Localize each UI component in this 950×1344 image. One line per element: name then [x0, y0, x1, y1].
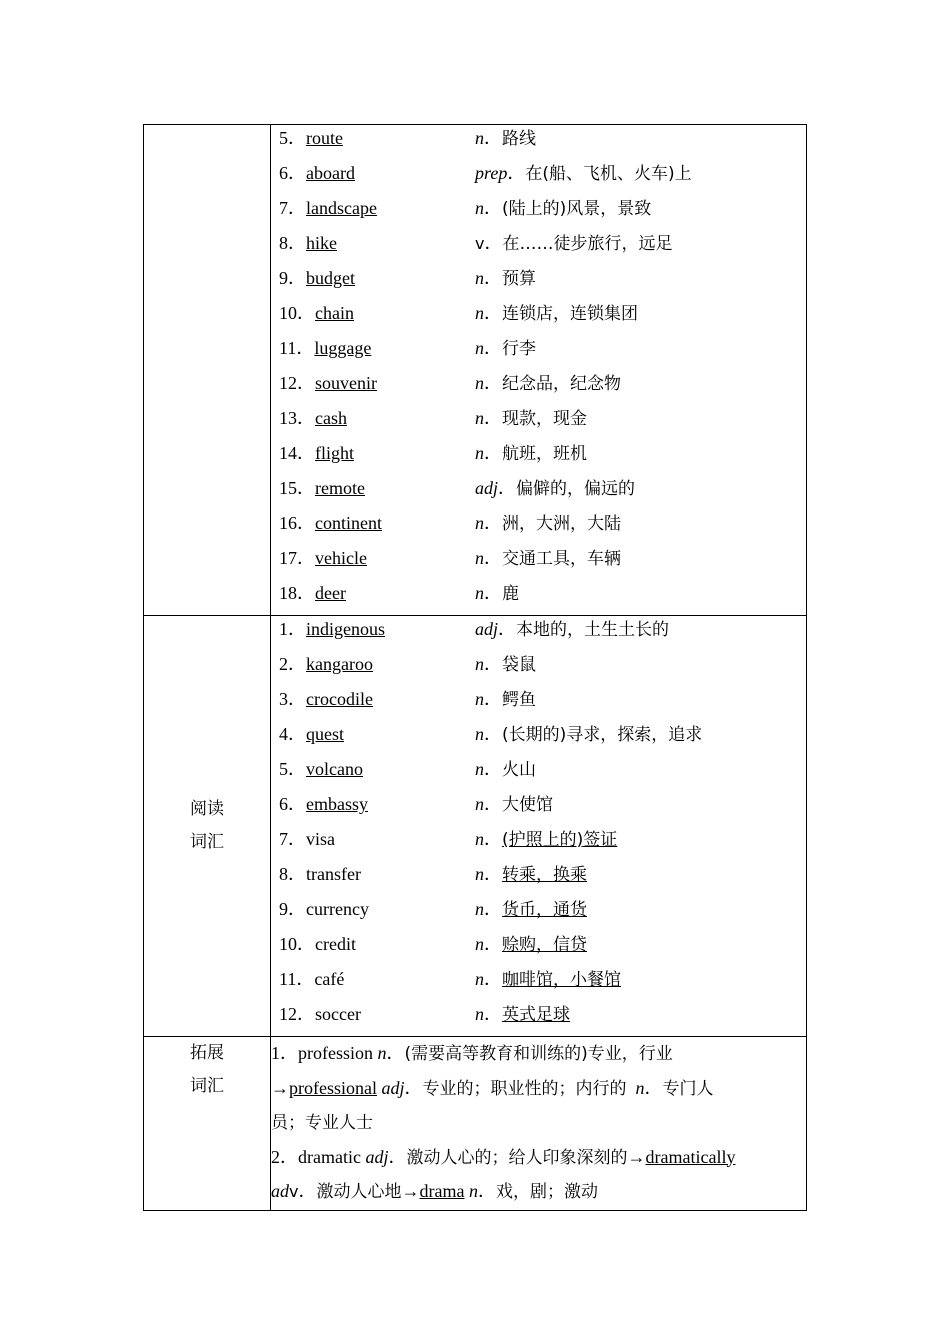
section-extended-vocab: [144, 1037, 807, 1211]
vocab-row: [271, 931, 806, 966]
dot: ．: [484, 268, 502, 288]
entry-word: dramatic: [298, 1146, 361, 1167]
vocab-entry: [279, 335, 371, 362]
entry-definition: [475, 125, 536, 153]
entry-word: quest: [306, 724, 344, 744]
entry-word: route: [306, 128, 343, 148]
dot: ．: [484, 128, 502, 148]
definition: 咖啡馆，小餐馆: [502, 970, 621, 990]
dot: ．: [507, 163, 526, 183]
category-label: 词汇: [190, 1076, 224, 1096]
entry-number: 9．: [279, 899, 306, 919]
dot: ．: [404, 1077, 423, 1098]
part-of-speech: n: [475, 338, 484, 358]
part-of-speech: adj: [365, 1146, 389, 1167]
entry-number: 15．: [279, 478, 315, 498]
vocab-row: [271, 1001, 806, 1036]
definition: (需要高等教育和训练的)专业，行业: [404, 1044, 673, 1064]
vocab-row: [271, 440, 806, 475]
definition: 火山: [502, 760, 536, 780]
part-of-speech: n: [475, 373, 484, 393]
definition: 大使馆: [502, 795, 553, 815]
entry-word: embassy: [306, 794, 368, 814]
part-of-speech: n: [475, 899, 484, 919]
entry-number: 10．: [279, 303, 315, 323]
vocab-row: [271, 335, 806, 370]
part-of-speech: n: [475, 198, 484, 218]
reading-word-list: [271, 616, 807, 1037]
vocab-row: [271, 686, 806, 721]
entry-number: 11．: [279, 969, 315, 989]
part-of-speech: n: [475, 689, 484, 709]
vocab-row: [271, 756, 806, 791]
extended-word-entries: [271, 1037, 807, 1211]
vocab-entry: [279, 861, 361, 888]
entry-number: 7．: [279, 198, 306, 218]
entry-word: souvenir: [315, 373, 377, 393]
dot: ．: [388, 1146, 407, 1167]
vocab-entry: [279, 405, 347, 432]
part-of-speech: n: [475, 583, 484, 603]
part-of-speech: n: [635, 1077, 645, 1098]
part-of-speech: adj: [475, 619, 499, 639]
entry-definition: [475, 686, 536, 714]
definition: 预算: [502, 269, 536, 289]
entry-number: 12．: [279, 373, 315, 393]
entry-number: 11．: [279, 338, 315, 358]
entry-number: 1．: [271, 1043, 298, 1063]
entry-word: aboard: [306, 163, 355, 183]
entry-word: kangaroo: [306, 654, 373, 674]
arrow-icon: →: [627, 1146, 646, 1167]
dot: ．: [484, 864, 502, 884]
vocab-row: [271, 405, 806, 440]
part-of-speech: n: [377, 1043, 387, 1063]
dot: ．: [484, 548, 502, 568]
entry-word: chain: [315, 303, 354, 323]
vocab-entry: [279, 651, 373, 678]
definition: 员；专业人士: [271, 1113, 373, 1133]
entry-word: crocodile: [306, 689, 373, 709]
dot: ．: [484, 303, 502, 323]
part-of-speech: n: [475, 934, 484, 954]
entry-definition: [475, 580, 519, 608]
category-cell-extended: [144, 1037, 271, 1211]
vocab-row: [271, 230, 806, 265]
entry-definition: [475, 756, 536, 784]
entry-number: 8．: [279, 233, 306, 253]
entry-word: cash: [315, 408, 347, 428]
category-label: 词汇: [190, 832, 224, 852]
dot: ．: [484, 689, 502, 709]
part-of-speech: n: [475, 829, 484, 849]
entry-definition: [475, 861, 587, 889]
vocab-entry: [279, 230, 337, 257]
dot: ．: [484, 408, 502, 428]
entry-definition: [475, 510, 621, 538]
entry-number: 6．: [279, 163, 306, 183]
vocab-entry: [279, 686, 373, 713]
entry-number: 8．: [279, 864, 306, 884]
entry-number: 1．: [279, 619, 306, 639]
definition: 激动人心地: [316, 1182, 402, 1202]
vocab-entry: [279, 1001, 361, 1028]
definition: 现款，现金: [502, 409, 587, 429]
vocab-entry: [279, 580, 346, 607]
entry-number: 3．: [279, 689, 306, 709]
dot: ．: [386, 1043, 405, 1063]
entry-definition: [475, 230, 672, 258]
part-of-speech: n: [475, 128, 484, 148]
part-of-speech: n: [475, 548, 484, 568]
dot: ．: [484, 969, 502, 989]
definition: (长期的)寻求，探索，追求: [502, 725, 703, 745]
entry-word: café: [314, 969, 345, 989]
entry-number: 5．: [279, 128, 306, 148]
vocab-row: [271, 721, 806, 756]
entry-word: currency: [306, 899, 369, 919]
part-of-speech: n: [468, 1181, 478, 1201]
part-of-speech: v: [289, 1182, 299, 1201]
entry-definition: [475, 896, 587, 924]
core-word-list: [271, 125, 807, 616]
dot: ．: [484, 899, 502, 919]
arrow-icon: →: [271, 1077, 289, 1098]
dot: ．: [484, 934, 502, 954]
part-of-speech: v: [475, 234, 485, 253]
definition: 专门人: [662, 1078, 714, 1099]
vocab-row: [271, 475, 806, 510]
part-of-speech: n: [475, 303, 484, 323]
part-of-speech: adj: [475, 478, 499, 498]
dot: ．: [484, 513, 502, 533]
entry-definition: [475, 966, 621, 994]
part-of-speech: n: [475, 969, 484, 989]
entry-word: luggage: [314, 338, 372, 358]
vocab-entry: [279, 300, 354, 327]
dot: ．: [484, 583, 502, 603]
entry-word: transfer: [306, 864, 361, 884]
dot: ．: [498, 478, 517, 498]
dot: ．: [484, 794, 502, 814]
section-reading-vocab: [144, 616, 807, 1037]
entry-word: deer: [315, 583, 346, 603]
definition: 行李: [502, 339, 536, 359]
definition: 航班，班机: [502, 444, 587, 464]
entry-definition: [475, 405, 587, 433]
entry-definition: [475, 721, 702, 749]
part-of-speech: n: [475, 794, 484, 814]
vocab-row: [271, 510, 806, 545]
part-of-speech: n: [475, 654, 484, 674]
entry-number: 12．: [279, 1004, 315, 1024]
entry-definition: [475, 160, 692, 188]
entry-profession: [271, 1037, 806, 1141]
dot: ．: [484, 443, 502, 463]
entry-definition: [475, 545, 621, 573]
vocab-row: [271, 791, 806, 826]
dot: ．: [484, 373, 502, 393]
entry-number: 13．: [279, 408, 315, 428]
entry-number: 17．: [279, 548, 315, 568]
derived-word-blank: dramatically: [645, 1146, 736, 1167]
definition: 赊购，信贷: [502, 935, 587, 955]
definition: 本地的，土生土长的: [516, 620, 670, 640]
entry-word: flight: [315, 443, 354, 463]
vocab-entry: [279, 756, 363, 783]
entry-definition: [475, 475, 635, 503]
dot: ．: [644, 1077, 663, 1098]
entry-number: 10．: [279, 934, 315, 954]
dot: ．: [484, 233, 503, 253]
vocab-row: [271, 651, 806, 686]
dot: ．: [484, 1004, 502, 1024]
part-of-speech: adj: [381, 1077, 405, 1098]
vocab-row: [271, 300, 806, 335]
definition: 偏僻的，偏远的: [516, 479, 636, 499]
definition: 英式足球: [502, 1005, 570, 1025]
vocab-entry: [279, 826, 335, 853]
entry-number: 16．: [279, 513, 315, 533]
vocab-row: [271, 195, 806, 230]
part-of-speech: n: [475, 864, 484, 884]
section-core-vocab: [144, 125, 807, 616]
entry-definition: [475, 791, 553, 819]
dot: ．: [484, 829, 502, 849]
entry-number: 7．: [279, 829, 306, 849]
vocab-entry: [279, 160, 355, 187]
dot: ．: [298, 1181, 317, 1201]
vocab-entry: [279, 195, 377, 222]
part-of-speech: prep: [475, 163, 508, 183]
vocab-row: [271, 580, 806, 615]
vocab-entry: [279, 791, 368, 818]
definition: 激动人心的；给人印象深刻的: [406, 1147, 628, 1168]
vocab-entry: [279, 475, 365, 502]
vocab-row: [271, 545, 806, 580]
entry-definition: [475, 335, 536, 363]
definition: 在……徒步旅行，远足: [502, 234, 673, 254]
definition: (护照上的)签证: [502, 830, 618, 850]
vocab-entry: [279, 721, 344, 748]
derived-word-blank: professional: [289, 1077, 377, 1098]
dot: ．: [484, 724, 502, 744]
definition: 专业的；职业性的；内行的: [422, 1078, 627, 1099]
vocab-entry: [279, 510, 382, 537]
dot: ．: [484, 654, 502, 674]
entry-number: 6．: [279, 794, 306, 814]
entry-definition: [475, 651, 536, 679]
entry-word: profession: [298, 1043, 373, 1063]
entry-word: landscape: [306, 198, 377, 218]
entry-word: hike: [306, 233, 337, 253]
vocab-entry: [279, 616, 385, 643]
entry-word: vehicle: [315, 548, 367, 568]
vocab-row: [271, 616, 806, 651]
vocab-entry: [279, 545, 367, 572]
vocab-row: [271, 370, 806, 405]
entry-word: soccer: [315, 1004, 361, 1024]
definition: 戏，剧；激动: [495, 1182, 598, 1202]
category-cell-reading: [144, 616, 271, 1037]
definition: 交通工具，车辆: [502, 549, 621, 569]
vocab-entry: [279, 440, 354, 467]
entry-definition: [475, 265, 536, 293]
dot: ．: [484, 198, 502, 218]
entry-word: indigenous: [306, 619, 385, 639]
part-of-speech: n: [475, 759, 484, 779]
arrow-icon: →: [401, 1181, 420, 1201]
entry-definition: [475, 931, 587, 959]
entry-definition: [475, 370, 621, 398]
entry-word: visa: [306, 829, 335, 849]
part-of-speech: n: [475, 268, 484, 288]
category-label: 拓展: [190, 1043, 224, 1063]
entry-word: continent: [315, 513, 382, 533]
part-of-speech: ad: [271, 1181, 289, 1201]
entry-number: 5．: [279, 759, 306, 779]
definition: 袋鼠: [502, 655, 536, 675]
definition: 纪念品，纪念物: [502, 374, 621, 394]
dot: ．: [484, 759, 502, 779]
derived-word-blank: drama: [419, 1181, 465, 1201]
vocab-entry: [279, 370, 377, 397]
definition: 鳄鱼: [502, 690, 536, 710]
entry-definition: [475, 195, 651, 223]
entry-word: credit: [315, 934, 356, 954]
category-label: 阅读: [190, 799, 224, 819]
vocab-entry: [279, 966, 344, 993]
definition: (陆上的)风景，景致: [502, 199, 652, 219]
vocab-entry: [279, 896, 369, 923]
definition: 货币，通货: [502, 900, 587, 920]
vocab-entry: [279, 265, 355, 292]
definition: 鹿: [502, 584, 519, 604]
vocab-row: [271, 966, 806, 1001]
definition: 洲，大洲，大陆: [502, 514, 621, 534]
dot: ．: [484, 338, 502, 358]
entry-word: remote: [315, 478, 365, 498]
vocab-row: [271, 896, 806, 931]
entry-word: volcano: [306, 759, 363, 779]
vocab-entry: [279, 125, 343, 152]
entry-number: 2．: [279, 654, 306, 674]
part-of-speech: n: [475, 408, 484, 428]
definition: 路线: [502, 129, 536, 149]
vocab-row: [271, 160, 806, 195]
entry-number: 9．: [279, 268, 306, 288]
part-of-speech: n: [475, 513, 484, 533]
vocab-row: [271, 861, 806, 896]
vocabulary-table: [143, 124, 807, 1211]
entry-number: 2．: [271, 1146, 298, 1167]
entry-number: 18．: [279, 583, 315, 603]
entry-word: budget: [306, 268, 355, 288]
entry-definition: [475, 616, 669, 644]
part-of-speech: n: [475, 1004, 484, 1024]
dot: ．: [498, 619, 517, 639]
vocab-row: [271, 826, 806, 861]
entry-definition: [475, 1001, 570, 1029]
definition: 连锁店，连锁集团: [502, 304, 638, 324]
entry-definition: [475, 300, 638, 328]
vocab-row: [271, 265, 806, 300]
vocab-entry: [279, 931, 356, 958]
definition: 在(船、飞机、火车)上: [525, 164, 692, 184]
entry-number: 14．: [279, 443, 315, 463]
part-of-speech: n: [475, 724, 484, 744]
dot: ．: [477, 1181, 496, 1201]
category-cell-empty: [144, 125, 271, 616]
entry-number: 4．: [279, 724, 306, 744]
definition: 转乘，换乘: [502, 865, 587, 885]
entry-definition: [475, 826, 617, 854]
vocab-row: [271, 125, 806, 160]
entry-definition: [475, 440, 587, 468]
part-of-speech: n: [475, 443, 484, 463]
entry-dramatic: [271, 1141, 806, 1210]
